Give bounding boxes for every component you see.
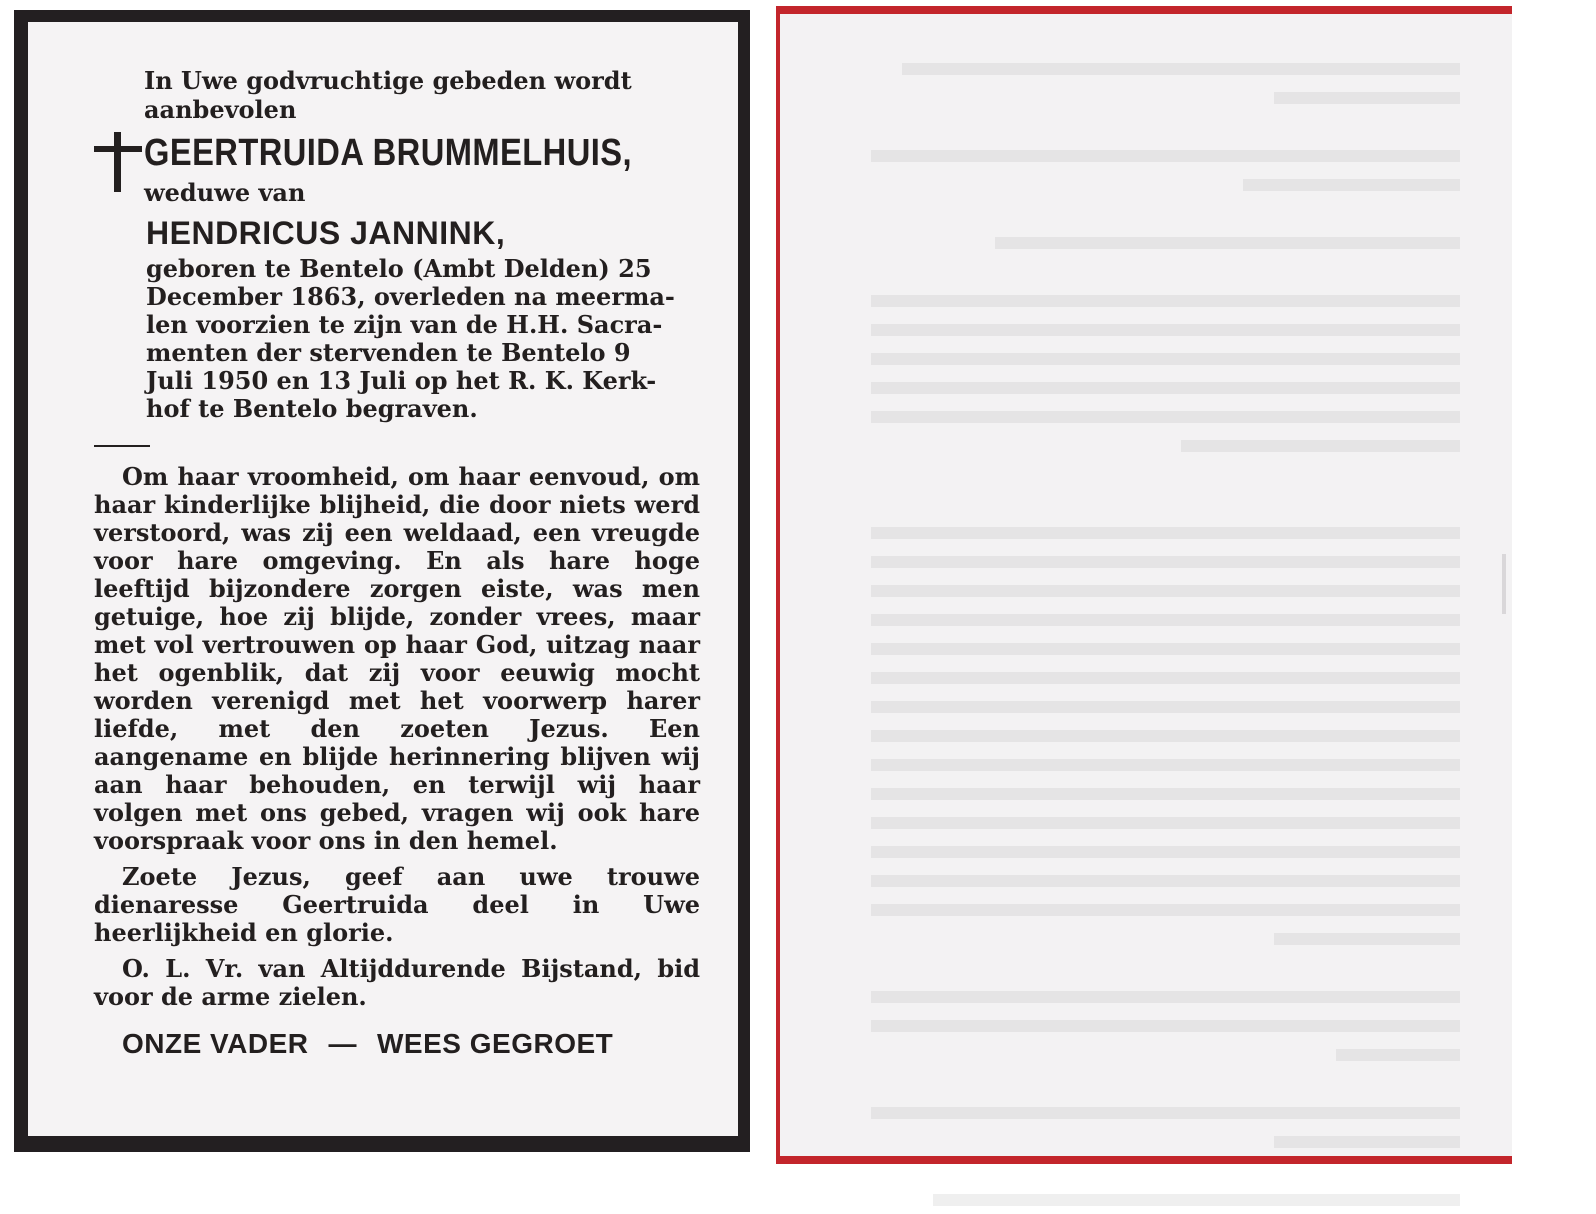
ghost-bar [871,991,1460,1003]
bio-line: December 1863, overleden na meerma- [146,282,675,311]
ghost-line [840,286,1460,315]
card-back-paper [780,14,1512,1156]
memorial-card-back [776,6,1512,1164]
intro-text [144,66,702,124]
ghost-line [840,54,1460,83]
ghost-line [840,895,1460,924]
bio-line: geboren te Bentelo (Ambt Delden) 25 [146,254,652,283]
ghost-bar [871,788,1460,800]
ghost-line [840,489,1460,518]
divider [94,445,150,447]
biography [146,255,702,423]
ghost-line [840,953,1460,982]
back-edge-mark [1502,554,1506,614]
ghost-line [840,1069,1460,1098]
intro-line: In Uwe godvruchtige gebeden wordt [144,66,632,95]
ghost-bar [871,846,1460,858]
ghost-line [840,1040,1460,1069]
memorial-card-front [14,10,750,1152]
ghost-bar [902,63,1460,75]
ghost-bar [933,1194,1460,1206]
ghost-bar [1181,440,1460,452]
ghost-line [840,431,1460,460]
ghost-line [840,1156,1460,1185]
ghost-bar [871,1107,1460,1119]
widow-of-label: weduwe van [144,178,306,207]
ghost-line [840,1098,1460,1127]
ghost-line [840,866,1460,895]
bio-line: len voorzien te zijn van de H.H. Sacra- [146,310,663,339]
ghost-bar [871,672,1460,684]
ghost-line [840,1127,1460,1156]
ghost-line [840,663,1460,692]
show-through-text [840,54,1460,1214]
ghost-bar [1274,933,1460,945]
bio-line: menten der stervenden te Bentelo 9 [146,338,631,367]
ghost-line [840,576,1460,605]
ghost-bar [871,1020,1460,1032]
ghost-bar [871,382,1460,394]
card-text [94,66,714,1058]
spouse-name: HENDRICUS JANNINK, [146,215,506,251]
cross-icon [94,132,142,192]
ghost-line [840,721,1460,750]
ghost-bar [871,527,1460,539]
ghost-bar [995,237,1460,249]
prayer-our-father: ONZE VADER [122,1028,309,1059]
ghost-bar [871,556,1460,568]
ghost-line [840,141,1460,170]
ghost-line [840,112,1460,141]
ghost-line [840,170,1460,199]
ghost-line [840,924,1460,953]
ghost-line [840,373,1460,402]
ghost-line [840,199,1460,228]
ghost-bar [871,817,1460,829]
ghost-line [840,634,1460,663]
ghost-bar [1336,1049,1460,1061]
prayer-paragraph: Zoete Jezus, geef aan uwe trouwe dienaresse Geertruida deel in Uwe heerlijkheid en glorie. [94,862,700,947]
bio-line: Juli 1950 en 13 Juli op het R. K. Kerk- [146,366,657,395]
ghost-bar [871,730,1460,742]
eulogy-paragraph: Om haar vroomheid, om haar eenvoud, om haar kinderlijke blijheid, die door niets werd verstoord, was zij een weldaad, een vreugde voor hare omgeving. En als hare hoge leeftijd bijzondere zorgen eiste, was men getuige, hoe zij blijde, zonder vrees, maar met vol vertrouwen op haar God, uitzag naar het ogenblik, dat zij voor eeuwig mocht worden verenigd met het voorwerp harer liefde, met den zoeten Jezus. Een aangename en blijde herinnering blijven wij aan haar behouden, en terwijl wij haar volgen met ons gebed, vragen wij ook hare voorspraak voor ons in den hemel. [94,462,700,855]
ghost-line [840,605,1460,634]
ghost-line [840,83,1460,112]
ghost-line [840,982,1460,1011]
ghost-bar [871,411,1460,423]
ghost-line [840,460,1460,489]
ghost-line [840,1011,1460,1040]
prayer-hail-mary: WEES GEGROET [377,1028,614,1059]
ghost-bar [871,643,1460,655]
bio-line: hof te Bentelo begraven. [146,394,478,423]
ghost-line [840,228,1460,257]
deceased-name: GEERTRUIDA BRUMMELHUIS, [144,132,632,174]
ghost-bar [1274,92,1460,104]
ghost-bar [871,150,1460,162]
prayer-separator: — [328,1028,357,1059]
intro-line: aanbevolen [144,95,297,124]
ghost-bar [871,585,1460,597]
ghost-line [840,547,1460,576]
ghost-line [840,518,1460,547]
deceased-row [94,130,714,207]
intercession-paragraph: O. L. Vr. van Altijddurende Bijstand, bid voor de arme zielen. [94,954,700,1011]
ghost-line [840,750,1460,779]
closing-prayers [122,1029,714,1058]
ghost-line [840,779,1460,808]
ghost-line [840,692,1460,721]
ghost-line [840,315,1460,344]
ghost-line [840,402,1460,431]
ghost-bar [1243,179,1460,191]
ghost-bar [871,701,1460,713]
ghost-bar [871,904,1460,916]
ghost-bar [871,759,1460,771]
ghost-line [840,257,1460,286]
ghost-bar [871,324,1460,336]
ghost-bar [871,614,1460,626]
ghost-bar [871,295,1460,307]
ghost-line [840,344,1460,373]
ghost-line [840,808,1460,837]
card-paper [28,22,738,1136]
ghost-bar [871,353,1460,365]
ghost-bar [1274,1136,1460,1148]
ghost-bar [871,875,1460,887]
ghost-line [840,837,1460,866]
